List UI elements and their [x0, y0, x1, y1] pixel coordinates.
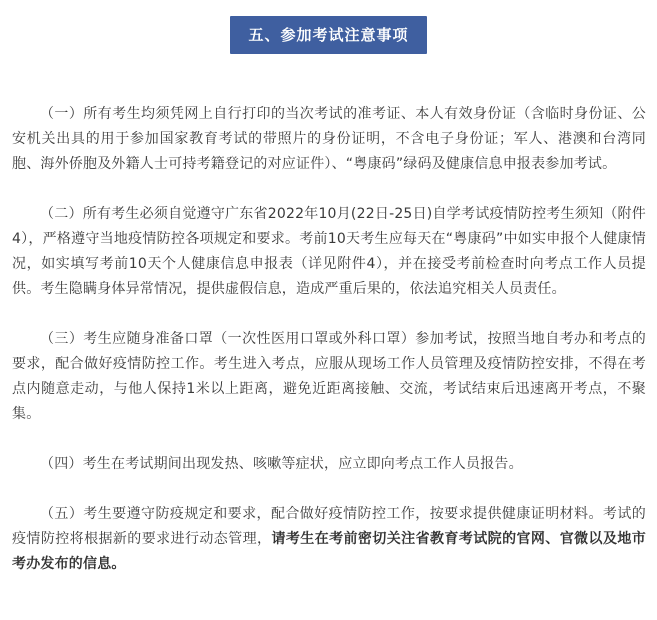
paragraph-3-text: （三）考生应随身准备口罩（一次性医用口罩或外科口罩）参加考试，按照当地自考办和考点的要求，配合做好疫情防控工作。考生进入考点，应服从现场工作人员管理及疫情防控安排，不得在考点内随意走动，与他人保持1米以上距离，避免近距离接触、交流，考试结束后迅速离开考点，不聚集。	[12, 331, 646, 422]
paragraph-5-emphasis: 请考生在考前密切关注省教育考试院的官网、官微以及地市考办发布的信息。	[12, 531, 646, 572]
paragraph-4	[12, 452, 646, 477]
paragraph-2	[12, 202, 646, 302]
section-title: 五、参加考试注意事项	[230, 16, 426, 54]
paragraph-1	[12, 102, 646, 177]
paragraph-3	[12, 327, 646, 427]
paragraph-4-text: （四）考生在考试期间出现发热、咳嗽等症状，应立即向考点工作人员报告。	[40, 456, 523, 472]
notice-content	[12, 102, 646, 602]
paragraph-5	[12, 502, 646, 577]
section-header	[0, 16, 657, 54]
paragraph-1-text: （一）所有考生均须凭网上自行打印的当次考试的准考证、本人有效身份证（含临时身份证、公安机关出具的用于参加国家教育考试的带照片的身份证明，不含电子身份证；军人、港澳和台湾同胞、海外侨胞及外籍人士可持考籍登记的对应证件）、“粤康码”绿码及健康信息申报表参加考试。	[12, 106, 646, 172]
paragraph-2-text: （二）所有考生必须自觉遵守广东省2022年10月(22日-25日)自学考试疫情防控考生须知（附件4），严格遵守当地疫情防控各项规定和要求。考前10天考生应每天在“粤康码”中如实申报个人健康情况，如实填写考前10天个人健康信息申报表（详见附件4），并在接受考前检查时向考点工作人员提供。考生隐瞒身体异常情况，提供虚假信息，造成严重后果的，依法追究相关人员责任。	[12, 206, 646, 297]
paragraph-5-text: （五）考生要遵守防疫规定和要求，配合做好疫情防控工作，按要求提供健康证明材料。考试的疫情防控将根据新的要求进行动态管理，	[12, 506, 646, 547]
